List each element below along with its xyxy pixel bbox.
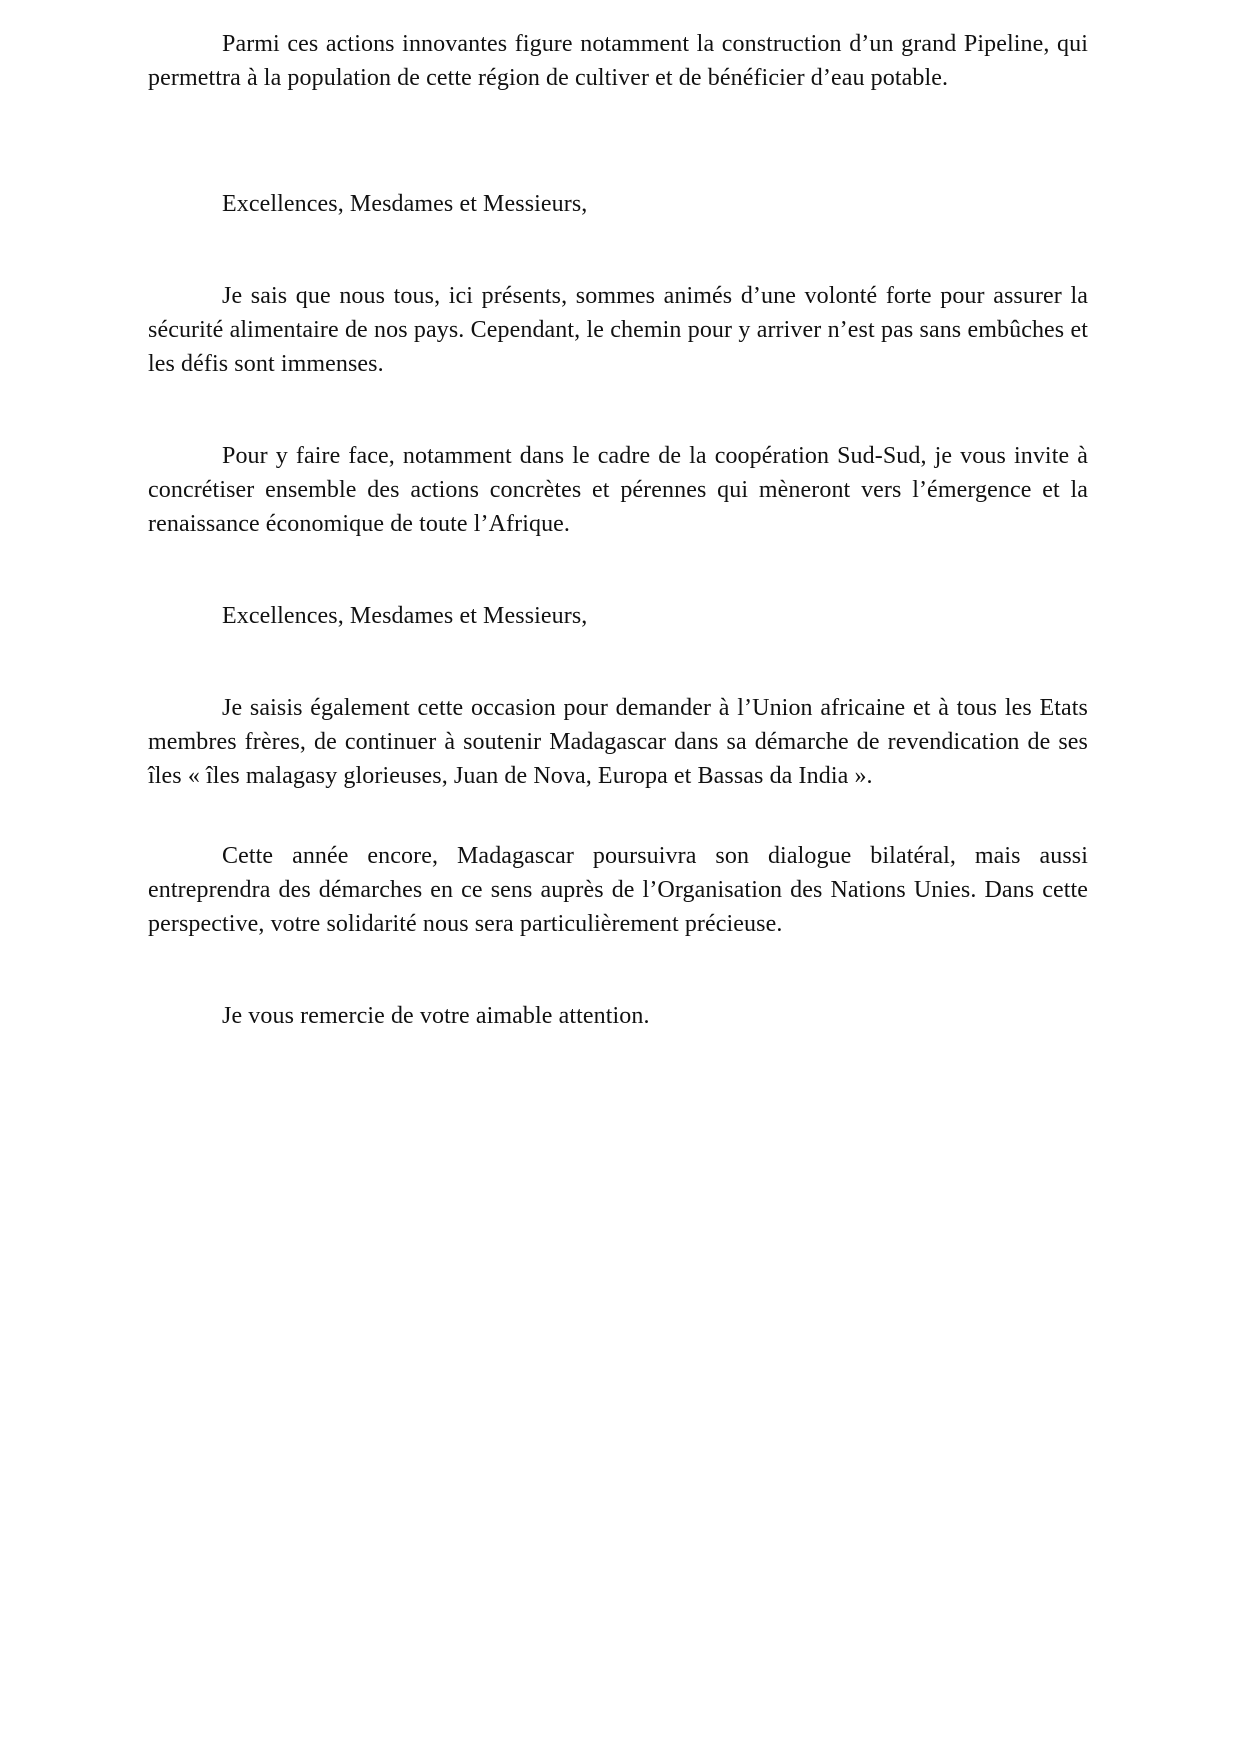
paragraph-south-south-cooperation: Pour y faire face, notamment dans le cadre de la coopération Sud-Sud, je vous invite à concrétiser ensemble des actions concrètes et pérennes qui mèneront vers l’émergence et la renaissance économique de toute l’Afrique.: [148, 443, 1088, 537]
paragraph-islands-claim: Je saisis également cette occasion pour demander à l’Union africaine et à tous les Etats membres frères, de continuer à soutenir Madagascar dans sa démarche de revendication de ses îles « îles malagasy glorieuses, Juan de Nova, Europa et Bassas da India ».: [148, 695, 1088, 789]
closing-thanks: Je vous remercie de votre aimable attention.: [222, 1003, 650, 1029]
salutation-2: Excellences, Mesdames et Messieurs,: [222, 603, 588, 629]
paragraph-food-security: Je sais que nous tous, ici présents, sommes animés d’une volonté forte pour assurer la sécurité alimentaire de nos pays. Cependant, le chemin pour y arriver n’est pas sans embûches et les défis sont immenses.: [148, 283, 1088, 377]
paragraph-bilateral-dialogue: Cette année encore, Madagascar poursuivra son dialogue bilatéral, mais aussi entreprendra des démarches en ce sens auprès de l’Organisation des Nations Unies. Dans cette perspective, votre solidarité nous sera particulièrement précieuse.: [148, 843, 1088, 937]
paragraph-pipeline: Parmi ces actions innovantes figure notamment la construction d’un grand Pipeline, qui permettra à la population de cette région de cultiver et de bénéficier d’eau potable.: [148, 31, 1088, 91]
salutation-1: Excellences, Mesdames et Messieurs,: [222, 191, 588, 217]
